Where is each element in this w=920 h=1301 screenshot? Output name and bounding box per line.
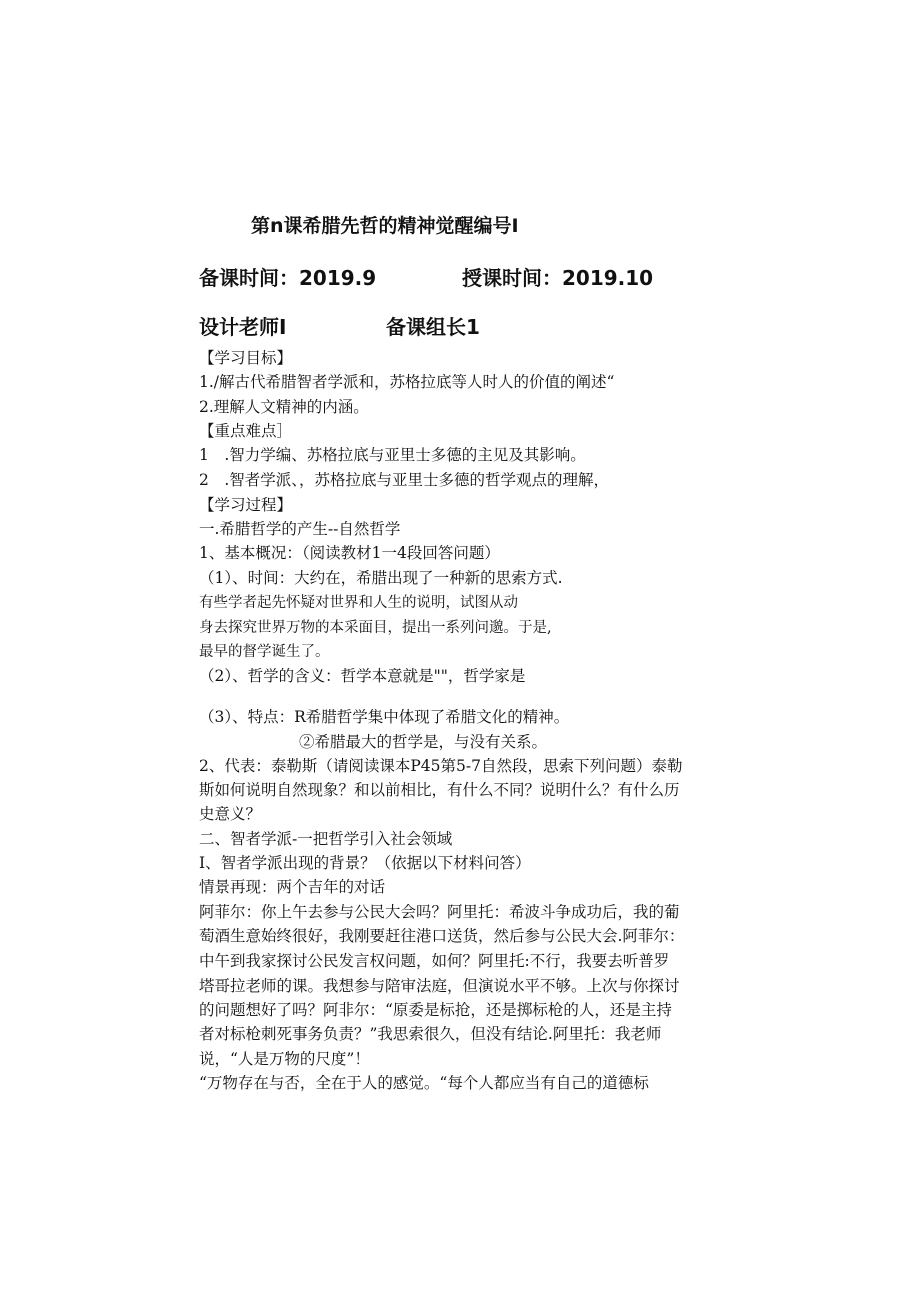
text-line: 2 .智者学派、，苏格拉底与亚里士多德的哲学观点的理解， [199, 471, 610, 489]
text-line: 的问题想好了吗？阿非尔：“原委是标抢，还是掷标枪的人，还是主持 [199, 1001, 672, 1019]
group-leader: 备课组长1 [386, 315, 480, 339]
text-line: （3）、特点：R希腊哲学集中体现了希腊文化的精神。 [199, 708, 570, 726]
text-line: 中午到我家探讨公民发言权问题，如何？阿里托:不行，我要去听普罗 [199, 952, 670, 970]
prep-time: 备课时间：2019.9 [199, 266, 377, 290]
text-line: （1）、时间：大约在，希腊出现了一种新的思索方式. [199, 569, 563, 587]
text-line: 2、代表：泰勒斯（请阅读课本P45第5-7自然段，思索下列问题）泰勒 [199, 757, 683, 775]
section-heading-objectives: 【学习目标】 [199, 349, 293, 367]
text-line: 1 .智力学编、苏格拉底与亚里士多德的主见及其影响。 [199, 446, 586, 464]
text-line: 史意义？ [199, 805, 262, 823]
text-line: 阿菲尔：你上午去参与公民大会吗？阿里托：希波斗争成功后，我的葡 [199, 903, 680, 921]
text-line: ②希腊最大的哲学是，与没有关系。 [299, 733, 548, 751]
text-line: 说，“人是万物的尺度”！ [199, 1050, 370, 1068]
section-heading-key-points: 【重点难点］ [199, 422, 293, 440]
text-line: 者对标枪刺死事务负责？”我思索很久，但没有结论.阿里托：我老师 [199, 1025, 662, 1043]
text-line: 斯如何说明自然现象？和以前相比，有什么不同？说明什么？有什么历 [199, 781, 680, 799]
text-line: “万物存在与否，全在于人的感觉。“每个人都应当有自己的道德标 [199, 1074, 649, 1092]
text-line: 1./解古代希腊智者学派和，苏格拉底等人时人的价值的阐述“ [199, 373, 615, 391]
teach-time: 授课时间：2019.10 [462, 266, 654, 290]
section-heading-process: 【学习过程】 [199, 496, 293, 514]
document-title: 第n课希腊先哲的精神觉醒编号I [251, 215, 519, 237]
designer-teacher: 设计老师I [199, 315, 287, 339]
text-line: 身去探究世界万物的本采面目，提出一系列问邈。于是, [199, 620, 552, 636]
text-line: 有些学者起先怀疑对世界和人生的说明，试图从动 [199, 595, 518, 611]
text-line: 2.理解人文精神的内涵。 [199, 398, 369, 416]
text-line: 萄酒生意始终很好，我刚要赶往港口送货，然后参与公民大会.阿菲尔： [199, 927, 685, 945]
text-line: I、智者学派出现的背景？（依据以下材料问答） [199, 854, 531, 872]
text-line: 一.希腊哲学的产生--自然哲学 [199, 520, 401, 538]
text-line: 塔哥拉老师的课。我想参与陪审法庭，但演说水平不够。上次与你探讨 [199, 977, 680, 995]
text-line: （2）、哲学的含义：哲学本意就是""，哲学家是 [199, 667, 526, 685]
text-line: 情景再现：两个吉年的对话 [199, 878, 386, 896]
text-line: 二、智者学派-一把哲学引入社会领域 [199, 830, 453, 848]
text-line: 最早的督学诞生了。 [199, 644, 330, 660]
text-line: 1、基本概况：（阅读教材1一4段回答问题） [199, 544, 500, 562]
